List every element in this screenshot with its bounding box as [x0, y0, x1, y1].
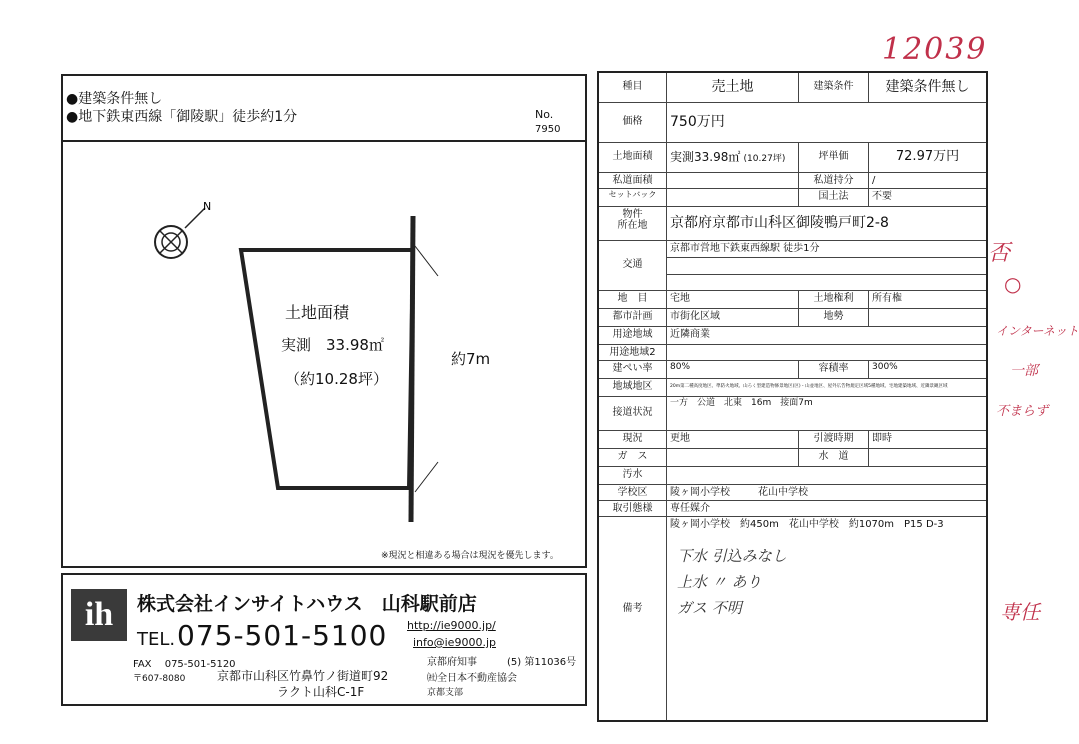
margin-note: 不まらず: [996, 404, 1049, 419]
fax-number: FAX 075-501-5120: [133, 659, 236, 670]
zoning-value: 近隣商業: [667, 327, 986, 345]
remarks-handwritten-gas: ガス 不明: [677, 599, 742, 617]
sewer-value: [667, 467, 986, 485]
terrain-label: 地勢: [799, 309, 869, 327]
private-road-label: 私道面積: [599, 173, 667, 189]
remarks-handwritten-sewer: 下水 引込みなし: [677, 547, 787, 565]
handover-label: 引渡時期: [799, 431, 869, 449]
building-cond-label: 建築条件: [799, 73, 869, 103]
kokudo-value: 不要: [869, 189, 986, 207]
land-rights-value: 所有権: [869, 291, 986, 309]
postal-code: 〒607-8080: [133, 674, 186, 684]
address-value: 京都府京都市山科区御陵鴨戸町2-8: [667, 207, 986, 241]
terrain-value: [869, 309, 986, 327]
company-address: 京都市山科区竹鼻竹ノ街道町92: [217, 669, 389, 683]
margin-note: ○: [1004, 272, 1022, 296]
junior-high-school: 花山中学校: [755, 485, 986, 501]
plot-measured-area: 実測 33.98㎡: [281, 336, 384, 354]
road-access-value: 一方 公道 北東 16m 接面7m: [667, 397, 986, 431]
property-map-panel: [61, 74, 587, 568]
listing-no-value: 7950: [535, 124, 561, 135]
building-cond-value: 建築条件無し: [869, 73, 986, 103]
city-plan-label: 都市計画: [599, 309, 667, 327]
association-branch: 京都支部: [427, 688, 464, 698]
transport-label: 交通: [599, 241, 667, 291]
feature-item: ●建築条件無し: [66, 91, 163, 107]
margin-note: 一部: [1010, 363, 1038, 379]
floor-area-ratio-label: 容積率: [799, 361, 869, 379]
water-value: [869, 449, 986, 467]
private-share-label: 私道持分: [799, 173, 869, 189]
license-number: 京都府知事 (5) 第11036号: [427, 657, 577, 668]
road-access-label: 接道状況: [599, 397, 667, 431]
tsubo-price-label: 坪単価: [799, 143, 869, 173]
zoning2-value: [667, 345, 986, 361]
listing-no-label: No.: [535, 108, 554, 121]
type-value: 売土地: [667, 73, 799, 103]
district-label: 地域地区: [599, 379, 667, 397]
floor-area-ratio-value: 300%: [869, 361, 986, 379]
building-coverage-value: 80%: [667, 361, 799, 379]
water-label: 水 道: [799, 449, 869, 467]
association-name: ㈳全日本不動産協会: [427, 673, 517, 684]
land-category-value: 宅地: [667, 291, 799, 309]
north-compass-icon: [143, 196, 233, 266]
price-value: 750万円: [667, 103, 986, 143]
zoning2-label: 用途地域2: [599, 345, 667, 361]
elementary-school: 陵ヶ岡小学校: [667, 485, 755, 501]
margin-note: 否: [988, 241, 1011, 266]
margin-note: インターネット: [996, 324, 1079, 338]
transport-blank-row: [667, 275, 986, 291]
transport-blank-row: [667, 258, 986, 275]
svg-text:N: N: [203, 200, 212, 213]
company-building: ラクト山科C-1F: [277, 685, 365, 699]
header-divider: [63, 140, 585, 142]
transaction-type-label: 取引態様: [599, 501, 667, 517]
setback-label: セットバック: [599, 189, 667, 207]
kokudo-label: 国土法: [799, 189, 869, 207]
property-spec-table: [597, 71, 988, 722]
tsubo-price-value: 72.97万円: [869, 143, 986, 173]
website-link[interactable]: http://ie9000.jp/: [407, 619, 496, 632]
district-value: 20m第二種高度地区、準防火地域、山ろく型建造物修景地区(区)・山並地区、屋外広告物規定区域5種地域、宅地建築地域、近隣景観区域: [667, 379, 986, 397]
feature-list: [66, 90, 297, 126]
disclaimer-text: ※現況と相違ある場合は現況を優先します。: [381, 551, 559, 561]
area-label: 土地面積: [599, 143, 667, 173]
transaction-type-value: 専任媒介: [667, 501, 986, 517]
building-coverage-label: 建ぺい率: [599, 361, 667, 379]
company-info-panel: [61, 573, 587, 706]
zoning-label: 用途地域: [599, 327, 667, 345]
private-share-value: /: [869, 173, 986, 189]
tel-label: TEL.: [137, 629, 176, 650]
sewer-label: 汚水: [599, 467, 667, 485]
email-link[interactable]: info@ie9000.jp: [413, 636, 496, 649]
current-status-label: 現況: [599, 431, 667, 449]
school-district-label: 学校区: [599, 485, 667, 501]
setback-value: [667, 189, 799, 207]
remarks-label: 備考: [599, 517, 667, 720]
land-rights-label: 土地権利: [799, 291, 869, 309]
price-label: 価格: [599, 103, 667, 143]
area-sqm: 実測33.98㎡: [670, 150, 741, 164]
area-tsubo: (10.27坪): [743, 154, 786, 164]
gas-value: [667, 449, 799, 467]
feature-item: ●地下鉄東西線「御陵駅」徒歩約1分: [66, 109, 298, 125]
frontage-label: 約7m: [451, 350, 491, 368]
company-name: 株式会社インサイトハウス 山科駅前店: [137, 593, 477, 615]
address-label: [599, 207, 667, 241]
type-label: 種目: [599, 73, 667, 103]
tel-number[interactable]: 075-501-5100: [177, 619, 388, 652]
area-value: [667, 143, 799, 173]
current-status-value: 更地: [667, 431, 799, 449]
address-label-line2: 所在地: [617, 220, 648, 231]
city-plan-value: 市街化区域: [667, 309, 799, 327]
company-logo: ih: [71, 589, 127, 641]
remarks-handwritten-water: 上水 〃 あり: [677, 573, 762, 591]
address-label-line1: 物件: [622, 209, 643, 220]
plot-tsubo-area: （約10.28坪）: [285, 370, 388, 388]
handover-value: 即時: [869, 431, 986, 449]
margin-note: 専任: [1000, 600, 1040, 624]
transport-value: 京都市営地下鉄東西線駅 徒歩1分: [667, 241, 986, 258]
remarks-schools: 陵ヶ岡小学校 約450m 花山中学校 約1070m P15 D-3: [670, 519, 944, 530]
gas-label: ガ ス: [599, 449, 667, 467]
land-category-label: 地 目: [599, 291, 667, 309]
plot-title: 土地面積: [285, 303, 350, 322]
handwritten-file-number: 12039: [882, 32, 988, 67]
private-road-value: [667, 173, 799, 189]
